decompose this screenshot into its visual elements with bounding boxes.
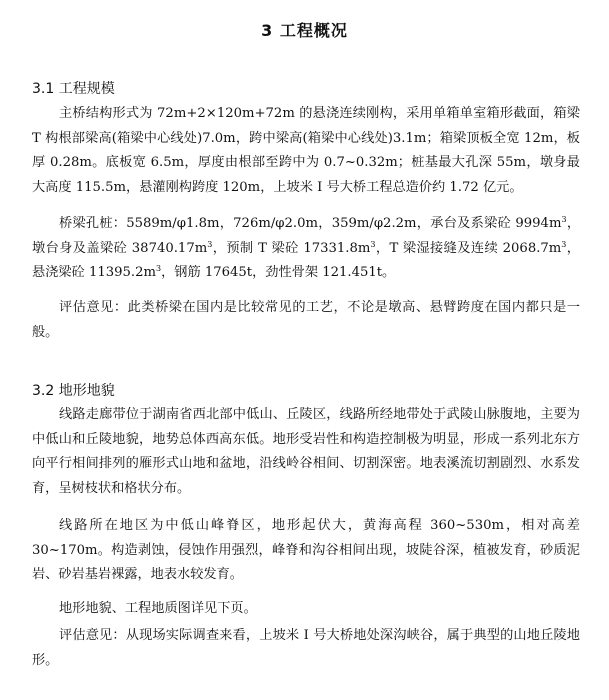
paragraph-map-reference: 地形地貌、工程地质图详见下页。 (59, 601, 257, 616)
section-heading-topography: 3.2 地形地貌 (32, 383, 115, 399)
section-heading-engineering-scale: 3.1 工程规模 (32, 81, 115, 97)
paragraph-assessment-scale: 评估意见：此类桥梁在国内是比较常见的工艺，不论是墩高、悬臂跨度在国内都只是一般。 (32, 300, 580, 340)
paragraph-assessment-topography: 评估意见：从现场实际调查来看，上坡米 I 号大桥地处深沟峡谷，属于典型的山地丘陵地形。 (32, 628, 580, 668)
paragraph-route-corridor: 线路走廊带位于湖南省西北部中低山、丘陵区，线路所经地带处于武陵山脉腹地，主要为中低山和丘陵地貌，地势总体西高东低。地形受岩性和构造控制极为明显，形成一系列北东方向平行相间排列的雁形式山地和盆地，沿线岭谷相间、切割深密。地表溪流切割剧烈、水系发育，呈树枝状和格状分布。 (32, 407, 580, 496)
paragraph-route-area-terrain: 线路所在地区为中低山峰脊区，地形起伏大，黄海高程 360~530m，相对高差30~170m。构造剥蚀，侵蚀作用强烈，峰脊和沟谷相间出现，坡陡谷深，植被发育，砂质泥岩、砂岩基岩裸露，地表水较发育。 (32, 518, 580, 583)
paragraph-main-bridge-structure: 主桥结构形式为 72m+2×120m+72m 的悬浇连续刚构，采用单箱单室箱形截面，箱梁T 构根部梁高(箱梁中心线处)7.0m，跨中梁高(箱梁中心线处)3.1m；箱梁顶板全宽 12m，板厚 0.28m。底板宽 6.5m，厚度由根部至跨中为 0.7~0.32m；桩基最大孔深 55m，墩身最大高度 115.5m，悬灌刚构跨度 120m，上坡米 I 号大桥工程总造价约 1.72 亿元。 (32, 106, 580, 195)
page-title: 3 工程概况 (261, 21, 348, 40)
paragraph-bridge-quantities: 桥梁孔桩：5589m/φ1.8m，726m/φ2.0m，359m/φ2.2m，承台及系梁砼 $9994m^3$，墩台身及盖梁砼 $38740.17m^3$，预制 T 梁砼 $17331.8m^3$，T 梁湿接缝及连续 $2068.7m^3$，悬浇梁砼 $11395.2m^3$，钢筋 17645t，劲性骨架 121.451t。 (32, 215, 581, 281)
